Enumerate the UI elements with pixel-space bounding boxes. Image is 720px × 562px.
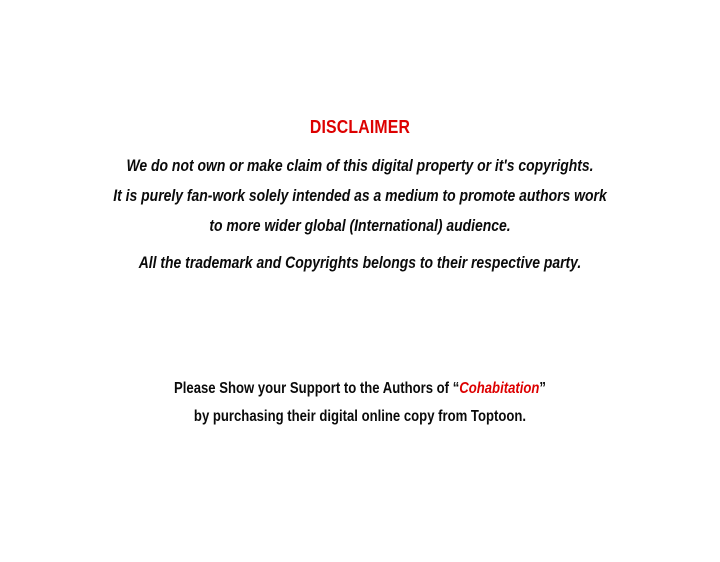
trademark-paragraph	[65, 248, 655, 278]
trademark-line: All the trademark and Copyrights belongs to their respective party.	[138, 253, 582, 272]
support-paragraph	[65, 375, 655, 431]
work-title: Cohabitation	[459, 380, 540, 397]
claim-line-3: to more wider global (International) audience.	[209, 216, 511, 235]
claim-line-1: We do not own or make claim of this digital property or it's copyrights.	[126, 156, 594, 175]
support-prefix: Please Show your Support to the Authors of “	[174, 380, 460, 397]
support-line-2: by purchasing their digital online copy from Toptoon.	[193, 408, 527, 425]
support-line-1	[65, 375, 655, 403]
disclaimer-title: DISCLAIMER	[309, 117, 411, 137]
support-suffix: ”	[539, 380, 546, 397]
claim-line-2: It is purely fan-work solely intended as a medium to promote authors work	[113, 186, 607, 205]
ownership-claim-paragraph	[65, 151, 655, 241]
